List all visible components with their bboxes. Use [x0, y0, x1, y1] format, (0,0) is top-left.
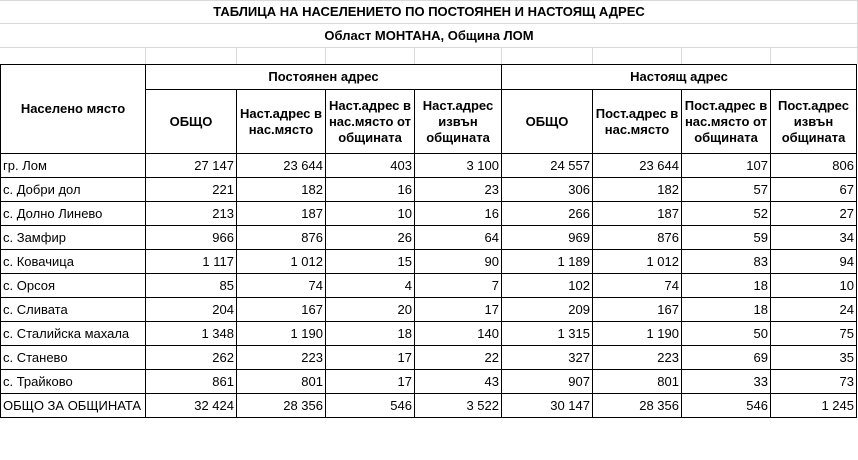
value-cell: 52 [682, 202, 771, 226]
place-name-cell: ОБЩО ЗА ОБЩИНАТА [1, 394, 146, 418]
value-cell: 403 [326, 154, 415, 178]
gridline [145, 48, 146, 64]
value-cell: 861 [146, 370, 237, 394]
gridline [592, 48, 593, 64]
value-cell: 27 147 [146, 154, 237, 178]
table-row [1, 298, 857, 322]
value-cell: 1 190 [593, 322, 682, 346]
value-cell: 3 100 [415, 154, 502, 178]
table-total-row [1, 394, 857, 418]
value-cell: 27 [771, 202, 857, 226]
value-cell: 16 [415, 202, 502, 226]
value-cell: 876 [237, 226, 326, 250]
value-cell: 10 [326, 202, 415, 226]
value-cell: 223 [593, 346, 682, 370]
value-cell: 7 [415, 274, 502, 298]
value-cell: 22 [415, 346, 502, 370]
value-cell: 15 [326, 250, 415, 274]
value-cell: 1 245 [771, 394, 857, 418]
value-cell: 266 [502, 202, 593, 226]
table-row [1, 250, 857, 274]
column-header-place: Населено място [1, 65, 146, 154]
table-row [1, 154, 857, 178]
value-cell: 1 012 [237, 250, 326, 274]
value-cell: 167 [237, 298, 326, 322]
place-name-cell: с. Сталийска махала [1, 322, 146, 346]
place-name-cell: с. Долно Линево [1, 202, 146, 226]
table-row [1, 346, 857, 370]
gridline [681, 48, 682, 64]
page-title: ТАБЛИЦА НА НАСЕЛЕНИЕТО ПО ПОСТОЯНЕН И НАСТОЯЩ АДРЕС [213, 4, 645, 19]
value-cell: 204 [146, 298, 237, 322]
value-cell: 28 356 [593, 394, 682, 418]
place-name-cell: с. Замфир [1, 226, 146, 250]
value-cell: 187 [593, 202, 682, 226]
table-row [1, 178, 857, 202]
value-cell: 17 [326, 346, 415, 370]
value-cell: 221 [146, 178, 237, 202]
gridline [414, 48, 415, 64]
place-name-cell: гр. Лом [1, 154, 146, 178]
gridline [770, 48, 771, 64]
value-cell: 50 [682, 322, 771, 346]
value-cell: 18 [682, 274, 771, 298]
value-cell: 3 522 [415, 394, 502, 418]
value-cell: 74 [237, 274, 326, 298]
value-cell: 969 [502, 226, 593, 250]
value-cell: 1 189 [502, 250, 593, 274]
gridline [0, 47, 858, 48]
table-row [1, 274, 857, 298]
place-name-cell: с. Трайково [1, 370, 146, 394]
value-cell: 23 644 [237, 154, 326, 178]
gridline [325, 48, 326, 64]
value-cell: 35 [771, 346, 857, 370]
value-cell: 1 190 [237, 322, 326, 346]
gridline [236, 48, 237, 64]
value-cell: 17 [326, 370, 415, 394]
value-cell: 17 [415, 298, 502, 322]
value-cell: 1 117 [146, 250, 237, 274]
place-name-cell: с. Добри дол [1, 178, 146, 202]
value-cell: 57 [682, 178, 771, 202]
value-cell: 43 [415, 370, 502, 394]
value-cell: 801 [593, 370, 682, 394]
value-cell: 907 [502, 370, 593, 394]
value-cell: 801 [237, 370, 326, 394]
value-cell: 306 [502, 178, 593, 202]
value-cell: 102 [502, 274, 593, 298]
page-subtitle: Област МОНТАНА, Община ЛОМ [324, 28, 534, 43]
population-table [0, 64, 857, 418]
column-group-current: Настоящ адрес [502, 65, 857, 90]
column-header: ОБЩО [146, 90, 237, 154]
value-cell: 546 [682, 394, 771, 418]
value-cell: 69 [682, 346, 771, 370]
column-group-permanent: Постоянен адрес [146, 65, 502, 90]
column-header: Пост.адрес в нас.място от общината [682, 90, 771, 154]
gridline [501, 48, 502, 64]
place-name-cell: с. Сливата [1, 298, 146, 322]
value-cell: 83 [682, 250, 771, 274]
table-row [1, 370, 857, 394]
column-header: Наст.адрес извън общината [415, 90, 502, 154]
value-cell: 1 348 [146, 322, 237, 346]
value-cell: 966 [146, 226, 237, 250]
place-name-cell: с. Орсоя [1, 274, 146, 298]
place-name-cell: с. Ковачица [1, 250, 146, 274]
value-cell: 34 [771, 226, 857, 250]
value-cell: 85 [146, 274, 237, 298]
value-cell: 18 [682, 298, 771, 322]
value-cell: 167 [593, 298, 682, 322]
value-cell: 213 [146, 202, 237, 226]
column-header: Наст.адрес в нас.място от общината [326, 90, 415, 154]
value-cell: 28 356 [237, 394, 326, 418]
value-cell: 59 [682, 226, 771, 250]
value-cell: 24 557 [502, 154, 593, 178]
value-cell: 24 [771, 298, 857, 322]
value-cell: 223 [237, 346, 326, 370]
value-cell: 1 012 [593, 250, 682, 274]
gridline [0, 0, 858, 1]
value-cell: 67 [771, 178, 857, 202]
value-cell: 4 [326, 274, 415, 298]
value-cell: 806 [771, 154, 857, 178]
value-cell: 876 [593, 226, 682, 250]
value-cell: 73 [771, 370, 857, 394]
value-cell: 140 [415, 322, 502, 346]
table-row [1, 322, 857, 346]
value-cell: 262 [146, 346, 237, 370]
value-cell: 327 [502, 346, 593, 370]
value-cell: 107 [682, 154, 771, 178]
value-cell: 74 [593, 274, 682, 298]
gridline [0, 23, 858, 24]
value-cell: 182 [237, 178, 326, 202]
value-cell: 64 [415, 226, 502, 250]
value-cell: 32 424 [146, 394, 237, 418]
value-cell: 20 [326, 298, 415, 322]
value-cell: 546 [326, 394, 415, 418]
table-row [1, 226, 857, 250]
column-header: Наст.адрес в нас.място [237, 90, 326, 154]
value-cell: 75 [771, 322, 857, 346]
value-cell: 26 [326, 226, 415, 250]
value-cell: 16 [326, 178, 415, 202]
value-cell: 187 [237, 202, 326, 226]
value-cell: 30 147 [502, 394, 593, 418]
value-cell: 209 [502, 298, 593, 322]
value-cell: 18 [326, 322, 415, 346]
value-cell: 23 [415, 178, 502, 202]
column-header: ОБЩО [502, 90, 593, 154]
value-cell: 182 [593, 178, 682, 202]
table-row [1, 202, 857, 226]
column-header: Пост.адрес извън общината [771, 90, 857, 154]
place-name-cell: с. Станево [1, 346, 146, 370]
value-cell: 10 [771, 274, 857, 298]
value-cell: 1 315 [502, 322, 593, 346]
value-cell: 94 [771, 250, 857, 274]
value-cell: 90 [415, 250, 502, 274]
value-cell: 33 [682, 370, 771, 394]
column-header: Пост.адрес в нас.място [593, 90, 682, 154]
value-cell: 23 644 [593, 154, 682, 178]
